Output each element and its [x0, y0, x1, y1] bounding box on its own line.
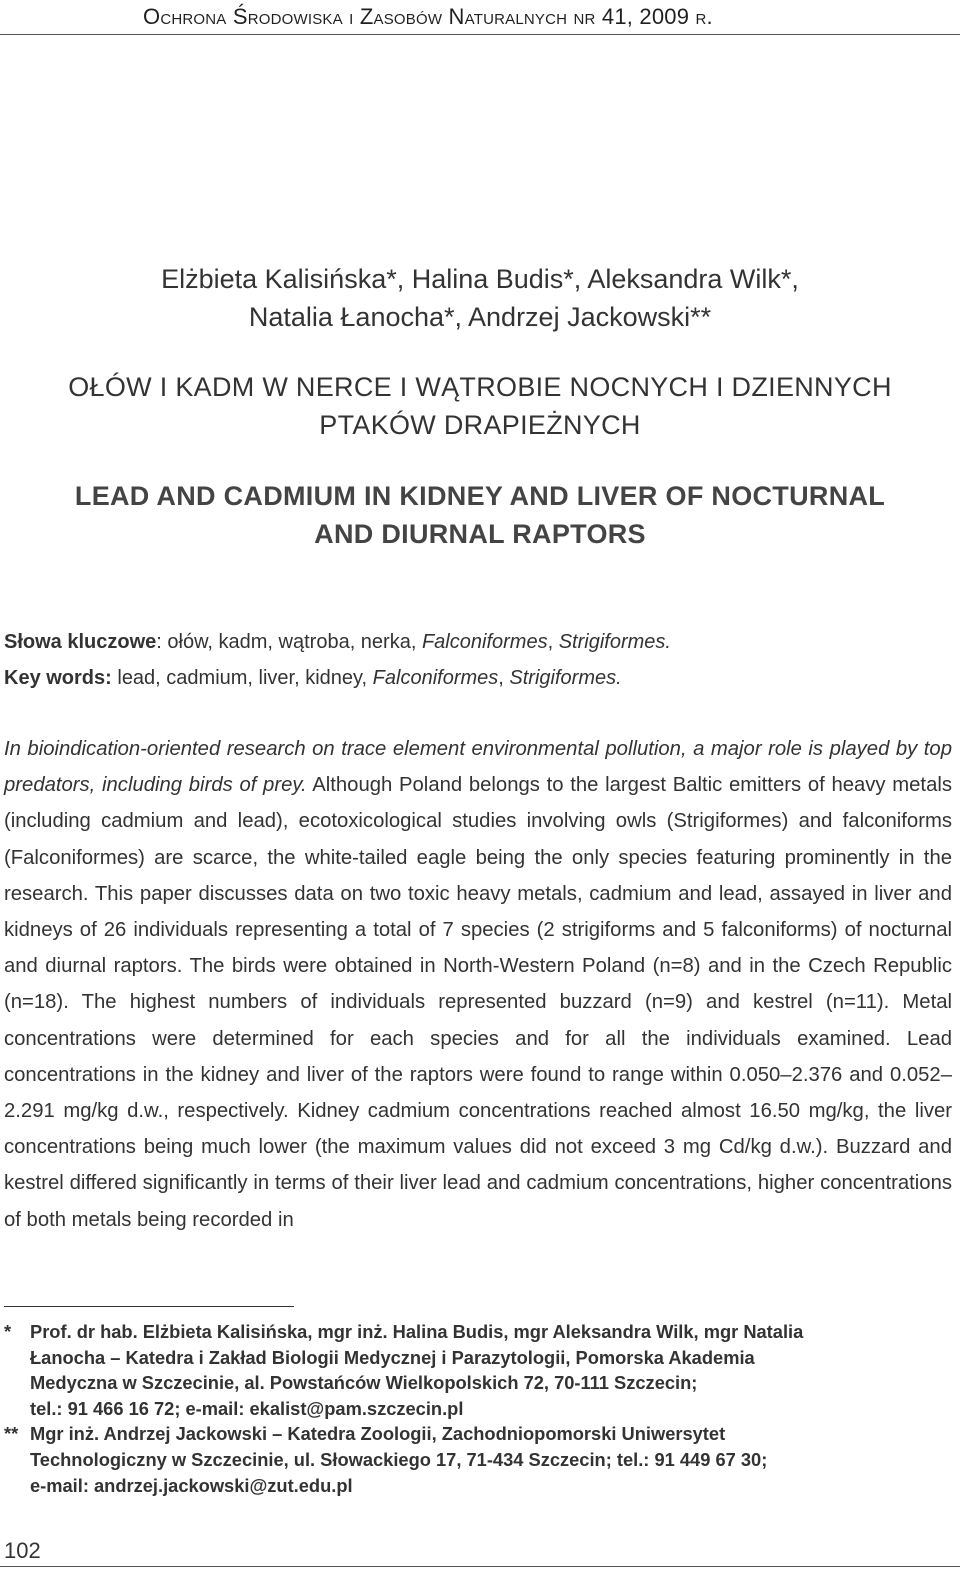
keywords-polish-taxon-2: Strigiformes.: [558, 631, 671, 653]
keywords-polish-text: : ołów, kadm, wątroba, nerka,: [156, 631, 417, 653]
journal-word-aturalnych: aturalnych: [464, 4, 568, 29]
abstract: [4, 731, 952, 1238]
keywords-english-text: lead, cadmium, liver, kidney,: [111, 667, 368, 689]
keywords-english-taxon-2: Strigiformes.: [509, 667, 622, 689]
running-header: [143, 4, 713, 30]
footnotes: [4, 1319, 954, 1498]
footnote-1-text: Prof. dr hab. Elżbieta Kalisińska, mgr inż. Halina Budis, mgr Aleksandra Wilk, mgr Natalia Łanocha – Katedra i Zakład Biologii Medycznej i Parazytologii, Pomorska Akademia Medyczna w Szczecinie, al. Powstańców Wielkopolskich 72, 70-111 Szczecin; tel.: 91 466 16 72; e-mail: ekalist@pam.szczecin.pl: [30, 1321, 804, 1419]
authors-line-2: Natalia Łanocha*, Andrzej Jackowski**: [248, 302, 712, 332]
title-polish: [0, 368, 960, 444]
keywords-english-label: Key words:: [4, 667, 112, 689]
keywords-english-taxon-1: Falconiformes: [372, 667, 499, 689]
journal-initial-z: Z: [359, 4, 374, 29]
journal-nr: nr: [573, 4, 596, 29]
journal-word-asobow: asobów: [373, 4, 443, 29]
journal-issue: 41, 2009: [601, 4, 690, 29]
abstract-body: Although Poland belongs to the largest Baltic emitters of heavy metals (including cadmium and lead), ecotoxicological studies involving owls (Strigiformes) and falconiforms (Falconiformes) are scarce, the white-tailed eagle being the only species featuring prominently in the research. This paper discusses data on two toxic heavy metals, cadmium and lead, assayed in liver and kidneys of 26 individuals representing a total of 7 species (2 strigiforms and 5 falconiforms) of nocturnal and diurnal raptors. The birds were obtained in North-Western Poland (n=8) and in the Czech Republic (n=18). The highest numbers of individuals represented buzzard (n=9) and kestrel (n=11). Metal concentrations were determined for each species and for all the individuals examined. Lead concentrations in the kidney and liver of the raptors were found to range within 0.050–2.376 and 0.052–2.291 mg/kg d.w., respectively. Kidney cadmium concentrations reached almost 16.50 mg/kg, the liver concentrations being much lower (the maximum values did not exceed 3 mg Cd/kg d.w.). Buzzard and kestrel differed significantly in terms of their liver lead and cadmium concentrations, higher concentrations of both metals being recorded in: [4, 774, 952, 1231]
keywords-english: [4, 661, 954, 695]
authors-line-1: Elżbieta Kalisińska*, Halina Budis*, Aleksandra Wilk*,: [161, 264, 799, 294]
journal-word-chrona: chrona: [160, 4, 227, 29]
footnote-1-mark: *: [4, 1321, 12, 1342]
keywords-polish-label: Słowa kluczowe: [4, 631, 157, 653]
keywords-english-separator: ,: [498, 667, 504, 689]
footnote-rule: [4, 1306, 294, 1307]
keywords-polish: [4, 625, 954, 659]
footnote-2-mark: **: [4, 1423, 19, 1445]
page-number: 102: [4, 1538, 41, 1563]
footnote-2: [4, 1421, 954, 1498]
journal-initial-s: Ś: [232, 4, 248, 29]
title-english-line-2: AND DIURNAL RAPTORS: [314, 519, 646, 549]
keywords-polish-separator: ,: [547, 631, 554, 653]
journal-word-rodowiska: rodowiska: [247, 4, 343, 29]
header-rule: [0, 34, 960, 35]
title-polish-line-2: PTAKÓW DRAPIEŻNYCH: [319, 410, 641, 440]
journal-initial-n: N: [448, 4, 465, 29]
journal-word-i: i: [349, 4, 354, 29]
footer-rule: [0, 1566, 960, 1567]
title-polish-line-1: OŁÓW I KADM W NERCE I WĄTROBIE NOCNYCH I DZIENNYCH: [68, 372, 892, 402]
authors: [0, 260, 960, 336]
title-english: [0, 477, 960, 553]
title-english-line-1: LEAD AND CADMIUM IN KIDNEY AND LIVER OF NOCTURNAL: [74, 481, 886, 511]
footnote-2-text: Mgr inż. Andrzej Jackowski – Katedra Zoologii, Zachodniopomorski Uniwersytet Technologiczny w Szczecinie, ul. Słowackiego 17, 71-434 Szczecin; tel.: 91 449 67 30; e-mail: andrzej.jackowski@zut.edu.pl: [30, 1423, 768, 1496]
keywords-polish-taxon-1: Falconiformes: [421, 631, 548, 653]
footnote-1: [4, 1319, 954, 1421]
journal-r: r.: [695, 4, 713, 29]
abstract-italic-part: In bioindication-oriented research on trace element environmental pollution, a major role is played by top predators, including birds of prey.: [4, 738, 952, 797]
journal-initial-o: O: [143, 4, 161, 29]
